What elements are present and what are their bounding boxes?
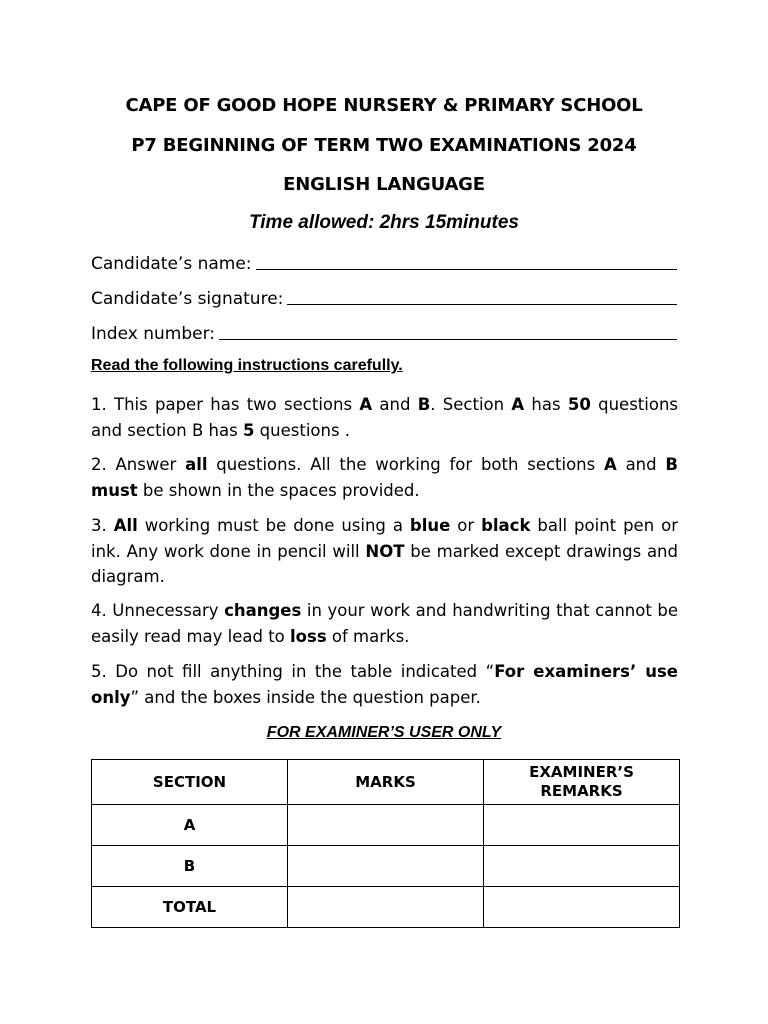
table-header-row [92,760,680,805]
table-row [92,846,680,887]
column-header-section: SECTION [92,760,288,805]
candidate-signature-field [91,285,677,309]
remarks-cell [484,846,680,887]
marks-cell [288,805,484,846]
subject-title: ENGLISH LANGUAGE [283,174,485,195]
exam-title: P7 BEGINNING OF TERM TWO EXAMINATIONS 2024 [131,135,637,156]
examiner-table-title: FOR EXAMINER’S USER ONLY [266,724,502,741]
instruction-5: 5. Do not fill anything in the table indicated “For examiners’ use only” and the boxes inside the question paper. [91,662,678,707]
candidate-name-field [91,250,677,274]
candidate-name-label: Candidate’s name: [91,254,252,274]
instruction-3: 3. All working must be done using a blue or black ball point pen or ink. Any work done in pencil will NOT be marked except drawings and diagram. [91,516,678,586]
table-row [92,887,680,928]
section-cell: A [92,805,288,846]
index-number-line [219,339,677,340]
remarks-cell [484,805,680,846]
column-header-marks: MARKS [288,760,484,805]
candidate-name-line [256,269,677,270]
instruction-4: 4. Unnecessary changes in your work and handwriting that cannot be easily read may lead to loss of marks. [91,601,679,646]
index-number-field [91,320,677,344]
section-cell: TOTAL [92,887,288,928]
marks-cell [288,846,484,887]
time-allowed: Time allowed: 2hrs 15minutes [249,212,519,233]
table-row [92,805,680,846]
examiner-marks-table [91,759,680,928]
school-name: CAPE OF GOOD HOPE NURSERY & PRIMARY SCHOOL [125,95,643,116]
column-header-remarks: EXAMINER’S REMARKS [484,760,680,805]
marks-cell [288,887,484,928]
index-number-label: Index number: [91,324,215,344]
section-cell: B [92,846,288,887]
candidate-signature-line [287,304,677,305]
instruction-1: 1. This paper has two sections A and B. Section A has 50 questions and section B has 5 questions . [91,395,678,440]
remarks-cell [484,887,680,928]
instruction-2: 2. Answer all questions. All the working for both sections A and B must be shown in the spaces provided. [91,455,678,500]
candidate-signature-label: Candidate’s signature: [91,289,284,309]
instructions-title: Read the following instructions carefully. [91,357,403,374]
